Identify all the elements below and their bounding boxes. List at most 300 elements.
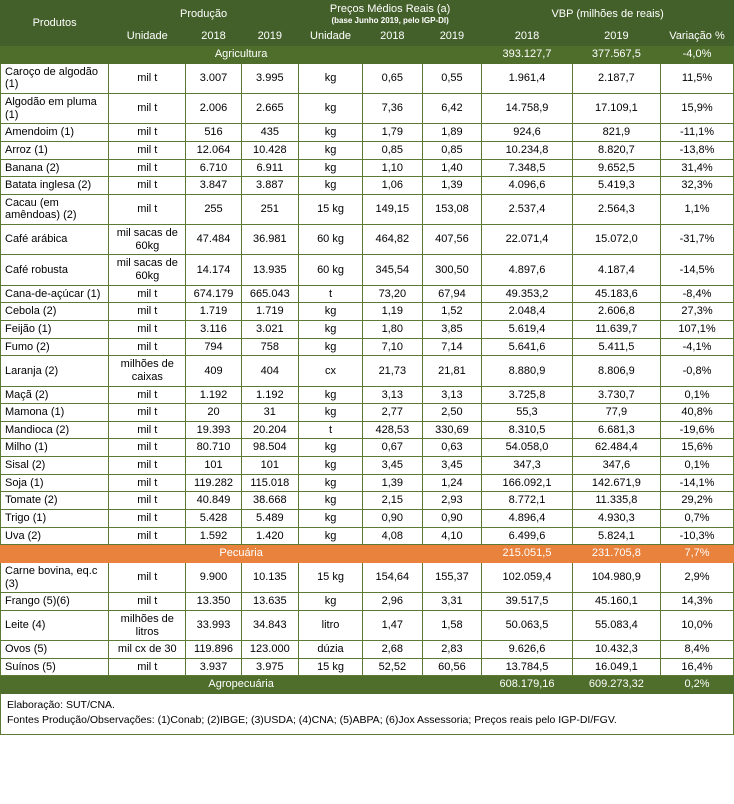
cell-produto: Trigo (1): [1, 510, 109, 528]
cell-preco-2018: 0,67: [363, 439, 423, 457]
header-preco-2018: 2018: [363, 28, 423, 46]
cell-variacao: 0,1%: [661, 386, 734, 404]
cell-vbp-2019: 16.049,1: [572, 658, 660, 676]
cell-producao-2019: 6.911: [241, 159, 298, 177]
cell-variacao: 1,1%: [661, 194, 734, 224]
cell-producao-2019: 1.420: [241, 527, 298, 545]
table-row: [1, 63, 734, 93]
table-row: [1, 404, 734, 422]
cell-producao-2018: 80.710: [186, 439, 241, 457]
section-pecuaria-vbp-2018: 215.051,5: [482, 545, 573, 563]
cell-unidade-producao: milhões de litros: [109, 610, 186, 640]
cell-unidade-preco: 60 kg: [299, 255, 363, 285]
cell-produto: Caroço de algodão (1): [1, 63, 109, 93]
cell-preco-2019: 1,89: [422, 124, 482, 142]
cell-vbp-2018: 50.063,5: [482, 610, 573, 640]
header-row-top: [1, 1, 734, 28]
cell-producao-2019: 34.843: [241, 610, 298, 640]
cell-producao-2019: 435: [241, 124, 298, 142]
cell-unidade-producao: mil t: [109, 386, 186, 404]
cell-unidade-producao: mil sacas de 60kg: [109, 225, 186, 255]
header-row-sub: [1, 28, 734, 46]
cell-producao-2019: 404: [241, 356, 298, 386]
table-row: [1, 356, 734, 386]
cell-vbp-2018: 8.310,5: [482, 421, 573, 439]
cell-vbp-2018: 13.784,5: [482, 658, 573, 676]
table-body: [1, 46, 734, 694]
cell-producao-2018: 255: [186, 194, 241, 224]
cell-unidade-producao: mil t: [109, 338, 186, 356]
cell-producao-2019: 13.935: [241, 255, 298, 285]
cell-preco-2018: 345,54: [363, 255, 423, 285]
cell-producao-2018: 6.710: [186, 159, 241, 177]
cell-produto: Leite (4): [1, 610, 109, 640]
cell-variacao: -10,3%: [661, 527, 734, 545]
cell-unidade-preco: dúzia: [299, 641, 363, 659]
table-row: [1, 285, 734, 303]
cell-variacao: 16,4%: [661, 658, 734, 676]
section-pecuaria-vbp-2019: 231.705,8: [572, 545, 660, 563]
cell-preco-2019: 6,42: [422, 94, 482, 124]
cell-vbp-2019: 11.335,8: [572, 492, 660, 510]
table-footnotes: [0, 694, 734, 734]
section-agropecuaria-vbp-2018: 608.179,16: [482, 676, 573, 694]
cell-producao-2018: 1.592: [186, 527, 241, 545]
cell-producao-2019: 36.981: [241, 225, 298, 255]
cell-vbp-2019: 62.484,4: [572, 439, 660, 457]
cell-vbp-2019: 15.072,0: [572, 225, 660, 255]
cell-variacao: 14,3%: [661, 593, 734, 611]
cell-unidade-preco: kg: [299, 404, 363, 422]
header-preco-2019: 2019: [422, 28, 482, 46]
cell-preco-2019: 0,63: [422, 439, 482, 457]
header-precos-note: (base Junho 2019, pelo IGP-DI): [331, 15, 449, 25]
cell-vbp-2018: 54.058,0: [482, 439, 573, 457]
cell-preco-2018: 1,06: [363, 177, 423, 195]
cell-unidade-preco: kg: [299, 124, 363, 142]
footnote-fontes: Fontes Produção/Observações: (1)Conab; (2)IBGE; (3)USDA; (4)CNA; (5)ABPA; (6)Jox Assessoria; Preços reais pelo IGP-DI/FGV.: [7, 714, 617, 727]
cell-vbp-2018: 3.725,8: [482, 386, 573, 404]
section-row-agropecuaria: [1, 676, 734, 694]
cell-unidade-producao: mil cx de 30: [109, 641, 186, 659]
cell-producao-2018: 3.116: [186, 320, 241, 338]
cell-vbp-2018: 10.234,8: [482, 141, 573, 159]
cell-unidade-producao: mil sacas de 60kg: [109, 255, 186, 285]
table-row: [1, 593, 734, 611]
cell-producao-2019: 98.504: [241, 439, 298, 457]
cell-vbp-2019: 10.432,3: [572, 641, 660, 659]
cell-produto: Mamona (1): [1, 404, 109, 422]
cell-preco-2018: 1,79: [363, 124, 423, 142]
cell-vbp-2019: 3.730,7: [572, 386, 660, 404]
cell-producao-2018: 40.849: [186, 492, 241, 510]
table-row: [1, 610, 734, 640]
cell-unidade-producao: mil t: [109, 194, 186, 224]
cell-unidade-producao: mil t: [109, 404, 186, 422]
cell-variacao: 8,4%: [661, 641, 734, 659]
cell-unidade-producao: mil t: [109, 510, 186, 528]
cell-vbp-2019: 45.183,6: [572, 285, 660, 303]
cell-unidade-preco: litro: [299, 610, 363, 640]
cell-variacao: 2,9%: [661, 562, 734, 592]
cell-vbp-2019: 4.187,4: [572, 255, 660, 285]
cell-vbp-2018: 2.048,4: [482, 303, 573, 321]
cell-produto: Carne bovina, eq.c (3): [1, 562, 109, 592]
cell-producao-2018: 3.007: [186, 63, 241, 93]
section-agricultura-vbp-2018: 393.127,7: [482, 46, 573, 64]
cell-producao-2019: 665.043: [241, 285, 298, 303]
cell-produto: Banana (2): [1, 159, 109, 177]
cell-vbp-2019: 17.109,1: [572, 94, 660, 124]
cell-unidade-preco: 15 kg: [299, 194, 363, 224]
cell-unidade-producao: mil t: [109, 285, 186, 303]
cell-vbp-2019: 8.820,7: [572, 141, 660, 159]
table-row: [1, 159, 734, 177]
cell-preco-2019: 407,56: [422, 225, 482, 255]
cell-vbp-2019: 11.639,7: [572, 320, 660, 338]
cell-producao-2019: 31: [241, 404, 298, 422]
cell-variacao: -19,6%: [661, 421, 734, 439]
cell-preco-2019: 0,55: [422, 63, 482, 93]
header-unidade-preco: Unidade: [299, 28, 363, 46]
cell-preco-2018: 1,47: [363, 610, 423, 640]
cell-producao-2019: 758: [241, 338, 298, 356]
cell-preco-2018: 2,15: [363, 492, 423, 510]
cell-unidade-producao: mil t: [109, 159, 186, 177]
cell-unidade-preco: kg: [299, 159, 363, 177]
cell-produto: Milho (1): [1, 439, 109, 457]
cell-producao-2019: 1.192: [241, 386, 298, 404]
cell-preco-2018: 1,19: [363, 303, 423, 321]
cell-producao-2018: 3.937: [186, 658, 241, 676]
cell-unidade-preco: kg: [299, 386, 363, 404]
cell-unidade-preco: t: [299, 285, 363, 303]
cell-variacao: 0,7%: [661, 510, 734, 528]
header-vbp: VBP (milhões de reais): [482, 1, 734, 28]
table-row: [1, 492, 734, 510]
cell-producao-2019: 251: [241, 194, 298, 224]
cell-unidade-producao: mil t: [109, 658, 186, 676]
footnote-elaboracao: Elaboração: SUT/CNA.: [7, 699, 115, 712]
cell-preco-2018: 1,39: [363, 474, 423, 492]
cell-preco-2019: 3,31: [422, 593, 482, 611]
cell-producao-2018: 19.393: [186, 421, 241, 439]
cell-preco-2019: 2,50: [422, 404, 482, 422]
cell-unidade-producao: mil t: [109, 474, 186, 492]
cell-producao-2018: 1.192: [186, 386, 241, 404]
cell-unidade-preco: kg: [299, 527, 363, 545]
cell-preco-2018: 2,68: [363, 641, 423, 659]
cell-preco-2019: 60,56: [422, 658, 482, 676]
cell-preco-2018: 7,10: [363, 338, 423, 356]
section-label-agropecuaria: Agropecuária: [1, 676, 482, 694]
cell-producao-2018: 33.993: [186, 610, 241, 640]
cell-producao-2019: 10.428: [241, 141, 298, 159]
cell-producao-2018: 409: [186, 356, 241, 386]
cell-unidade-producao: mil t: [109, 124, 186, 142]
table-row: [1, 124, 734, 142]
cell-preco-2018: 21,73: [363, 356, 423, 386]
header-vbp-2018: 2018: [482, 28, 573, 46]
table-row: [1, 439, 734, 457]
cell-produto: Café arábica: [1, 225, 109, 255]
cell-variacao: -14,1%: [661, 474, 734, 492]
cell-producao-2018: 794: [186, 338, 241, 356]
table-header: [1, 1, 734, 46]
header-variacao: Variação %: [661, 28, 734, 46]
cell-vbp-2019: 77,9: [572, 404, 660, 422]
table-row: [1, 658, 734, 676]
cell-variacao: 0,1%: [661, 457, 734, 475]
section-agricultura-variacao: -4,0%: [661, 46, 734, 64]
cell-vbp-2019: 5.419,3: [572, 177, 660, 195]
cell-producao-2018: 3.847: [186, 177, 241, 195]
table-row: [1, 510, 734, 528]
section-agricultura-vbp-2019: 377.567,5: [572, 46, 660, 64]
cell-preco-2019: 2,93: [422, 492, 482, 510]
cell-producao-2018: 2.006: [186, 94, 241, 124]
cell-variacao: 32,3%: [661, 177, 734, 195]
cell-unidade-preco: kg: [299, 510, 363, 528]
cell-producao-2019: 1.719: [241, 303, 298, 321]
cell-producao-2018: 101: [186, 457, 241, 475]
cell-preco-2019: 3,45: [422, 457, 482, 475]
cell-unidade-preco: kg: [299, 177, 363, 195]
cell-vbp-2018: 347,3: [482, 457, 573, 475]
cell-vbp-2018: 924,6: [482, 124, 573, 142]
cell-vbp-2019: 55.083,4: [572, 610, 660, 640]
cell-vbp-2018: 9.626,6: [482, 641, 573, 659]
cell-unidade-producao: mil t: [109, 439, 186, 457]
cell-producao-2019: 3.975: [241, 658, 298, 676]
cell-preco-2019: 67,94: [422, 285, 482, 303]
cell-produto: Uva (2): [1, 527, 109, 545]
table-row: [1, 457, 734, 475]
cell-preco-2018: 0,85: [363, 141, 423, 159]
cell-unidade-producao: mil t: [109, 421, 186, 439]
cell-vbp-2018: 1.961,4: [482, 63, 573, 93]
cell-vbp-2018: 166.092,1: [482, 474, 573, 492]
table-row: [1, 421, 734, 439]
cell-producao-2018: 20: [186, 404, 241, 422]
section-label-pecuaria: Pecuária: [1, 545, 482, 563]
table-row: [1, 641, 734, 659]
cell-variacao: 31,4%: [661, 159, 734, 177]
cell-produto: Soja (1): [1, 474, 109, 492]
cell-unidade-preco: cx: [299, 356, 363, 386]
cell-producao-2019: 20.204: [241, 421, 298, 439]
table-row: [1, 474, 734, 492]
cell-preco-2019: 153,08: [422, 194, 482, 224]
cell-unidade-preco: kg: [299, 338, 363, 356]
cell-produto: Ovos (5): [1, 641, 109, 659]
cell-producao-2018: 1.719: [186, 303, 241, 321]
table-row: [1, 303, 734, 321]
cell-preco-2019: 300,50: [422, 255, 482, 285]
cell-variacao: -13,8%: [661, 141, 734, 159]
cell-variacao: 29,2%: [661, 492, 734, 510]
cell-unidade-producao: milhões de caixas: [109, 356, 186, 386]
cell-produto: Suínos (5): [1, 658, 109, 676]
cell-variacao: -4,1%: [661, 338, 734, 356]
table-row: [1, 177, 734, 195]
cell-produto: Batata inglesa (2): [1, 177, 109, 195]
cell-producao-2019: 10.135: [241, 562, 298, 592]
cell-producao-2019: 115.018: [241, 474, 298, 492]
cell-unidade-preco: kg: [299, 474, 363, 492]
cell-producao-2018: 14.174: [186, 255, 241, 285]
cell-vbp-2019: 2.606,8: [572, 303, 660, 321]
cell-variacao: -8,4%: [661, 285, 734, 303]
cell-unidade-preco: kg: [299, 593, 363, 611]
table-row: [1, 386, 734, 404]
cell-producao-2019: 2.665: [241, 94, 298, 124]
cell-producao-2019: 123.000: [241, 641, 298, 659]
cell-variacao: -11,1%: [661, 124, 734, 142]
cell-variacao: 27,3%: [661, 303, 734, 321]
cell-preco-2018: 7,36: [363, 94, 423, 124]
cell-producao-2019: 13.635: [241, 593, 298, 611]
cell-unidade-preco: kg: [299, 492, 363, 510]
cell-preco-2018: 3,45: [363, 457, 423, 475]
cell-preco-2019: 0,90: [422, 510, 482, 528]
cell-producao-2019: 3.021: [241, 320, 298, 338]
section-agropecuaria-variacao: 0,2%: [661, 676, 734, 694]
cell-vbp-2018: 8.772,1: [482, 492, 573, 510]
cell-producao-2018: 12.064: [186, 141, 241, 159]
cell-vbp-2018: 39.517,5: [482, 593, 573, 611]
cell-unidade-producao: mil t: [109, 94, 186, 124]
cell-producao-2018: 516: [186, 124, 241, 142]
cell-preco-2019: 3,85: [422, 320, 482, 338]
cell-preco-2019: 1,39: [422, 177, 482, 195]
cell-vbp-2018: 5.619,4: [482, 320, 573, 338]
cell-unidade-producao: mil t: [109, 593, 186, 611]
cell-produto: Feijão (1): [1, 320, 109, 338]
table-row: [1, 94, 734, 124]
cell-unidade-producao: mil t: [109, 320, 186, 338]
cell-variacao: 11,5%: [661, 63, 734, 93]
cell-vbp-2018: 8.880,9: [482, 356, 573, 386]
cell-vbp-2018: 7.348,5: [482, 159, 573, 177]
header-producao-2019: 2019: [241, 28, 298, 46]
cell-variacao: -14,5%: [661, 255, 734, 285]
cell-unidade-preco: kg: [299, 303, 363, 321]
cell-vbp-2018: 5.641,6: [482, 338, 573, 356]
header-producao-2018: 2018: [186, 28, 241, 46]
cell-producao-2018: 13.350: [186, 593, 241, 611]
cell-variacao: -31,7%: [661, 225, 734, 255]
cell-preco-2019: 7,14: [422, 338, 482, 356]
section-agropecuaria-vbp-2019: 609.273,32: [572, 676, 660, 694]
table-row: [1, 527, 734, 545]
header-produtos: Produtos: [1, 1, 109, 46]
cell-vbp-2019: 104.980,9: [572, 562, 660, 592]
header-producao: Produção: [109, 1, 299, 28]
cell-preco-2019: 155,37: [422, 562, 482, 592]
cell-produto: Maçã (2): [1, 386, 109, 404]
cell-preco-2018: 0,90: [363, 510, 423, 528]
cell-unidade-preco: kg: [299, 141, 363, 159]
cell-unidade-preco: kg: [299, 63, 363, 93]
cell-vbp-2018: 55,3: [482, 404, 573, 422]
table-row: [1, 255, 734, 285]
cell-vbp-2019: 6.681,3: [572, 421, 660, 439]
cell-produto: Cebola (2): [1, 303, 109, 321]
cell-produto: Arroz (1): [1, 141, 109, 159]
cell-vbp-2019: 5.824,1: [572, 527, 660, 545]
header-precos-label: Preços Médios Reais (a): [329, 3, 451, 15]
section-label-agricultura: Agricultura: [1, 46, 482, 64]
cell-vbp-2018: 4.897,6: [482, 255, 573, 285]
cell-variacao: 10,0%: [661, 610, 734, 640]
cell-produto: Frango (5)(6): [1, 593, 109, 611]
cell-produto: Cacau (em amêndoas) (2): [1, 194, 109, 224]
cell-unidade-producao: mil t: [109, 63, 186, 93]
cell-preco-2018: 2,77: [363, 404, 423, 422]
cell-vbp-2018: 6.499,6: [482, 527, 573, 545]
cell-produto: Laranja (2): [1, 356, 109, 386]
table-row: [1, 562, 734, 592]
cell-unidade-producao: mil t: [109, 527, 186, 545]
cell-produto: Algodão em pluma (1): [1, 94, 109, 124]
cell-variacao: 15,6%: [661, 439, 734, 457]
cell-vbp-2018: 22.071,4: [482, 225, 573, 255]
cell-unidade-preco: t: [299, 421, 363, 439]
cell-produto: Cana-de-açúcar (1): [1, 285, 109, 303]
cell-vbp-2018: 14.758,9: [482, 94, 573, 124]
cell-preco-2019: 21,81: [422, 356, 482, 386]
cell-preco-2018: 154,64: [363, 562, 423, 592]
cell-preco-2018: 0,65: [363, 63, 423, 93]
cell-vbp-2018: 4.096,6: [482, 177, 573, 195]
cell-producao-2018: 9.900: [186, 562, 241, 592]
cell-producao-2019: 5.489: [241, 510, 298, 528]
cell-produto: Sisal (2): [1, 457, 109, 475]
table-row: [1, 225, 734, 255]
cell-unidade-producao: mil t: [109, 562, 186, 592]
cell-vbp-2018: 49.353,2: [482, 285, 573, 303]
cell-preco-2018: 464,82: [363, 225, 423, 255]
cell-vbp-2019: 821,9: [572, 124, 660, 142]
cell-unidade-producao: mil t: [109, 177, 186, 195]
cell-producao-2018: 5.428: [186, 510, 241, 528]
cell-vbp-2018: 102.059,4: [482, 562, 573, 592]
cell-produto: Fumo (2): [1, 338, 109, 356]
table-row: [1, 320, 734, 338]
cell-preco-2019: 1,52: [422, 303, 482, 321]
cell-preco-2019: 4,10: [422, 527, 482, 545]
cell-produto: Café robusta: [1, 255, 109, 285]
cell-preco-2018: 1,10: [363, 159, 423, 177]
cell-producao-2019: 38.668: [241, 492, 298, 510]
cell-preco-2018: 73,20: [363, 285, 423, 303]
cell-produto: Amendoim (1): [1, 124, 109, 142]
cell-vbp-2019: 347,6: [572, 457, 660, 475]
cell-vbp-2018: 2.537,4: [482, 194, 573, 224]
table-row: [1, 141, 734, 159]
table-row: [1, 338, 734, 356]
cell-unidade-producao: mil t: [109, 141, 186, 159]
cell-vbp-2019: 9.652,5: [572, 159, 660, 177]
header-unidade-producao: Unidade: [109, 28, 186, 46]
cell-variacao: 40,8%: [661, 404, 734, 422]
cell-preco-2018: 4,08: [363, 527, 423, 545]
cell-preco-2019: 0,85: [422, 141, 482, 159]
cell-vbp-2018: 4.896,4: [482, 510, 573, 528]
section-pecuaria-variacao: 7,7%: [661, 545, 734, 563]
cell-vbp-2019: 142.671,9: [572, 474, 660, 492]
